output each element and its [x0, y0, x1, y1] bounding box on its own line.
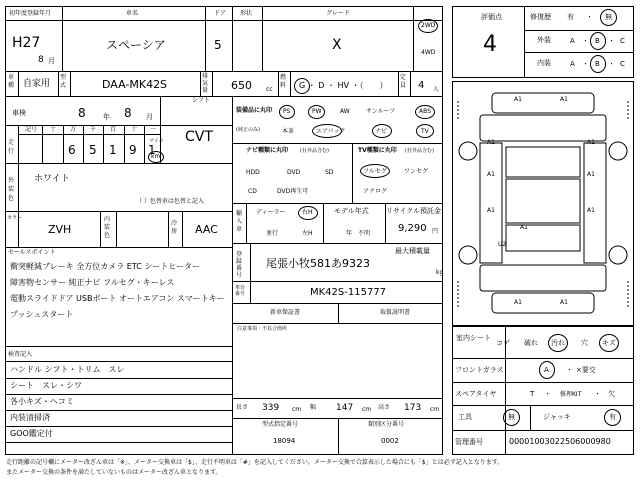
- check-line: GOO鑑定付: [10, 429, 53, 438]
- navi-cd: CD: [248, 188, 257, 195]
- seat-dirt: 汚れ: [551, 339, 565, 347]
- diagram-label: A1: [587, 139, 595, 146]
- equipment-sublabel: (純正のみ): [236, 127, 260, 133]
- fuel-label: 燃料: [280, 74, 287, 89]
- check-label: 検査記入: [8, 351, 33, 358]
- diagram-right-side: [584, 143, 606, 263]
- digit-unit-1: 万: [70, 126, 77, 133]
- seat-tear: 破れ: [524, 339, 538, 347]
- sales-points-label: セールスポイント: [8, 249, 56, 256]
- repair-none: 無: [605, 13, 612, 21]
- interior-color-label: 内装色: [104, 216, 111, 239]
- spare-kit: 修理KIT: [560, 391, 582, 398]
- check-line: シート スレ・シワ: [10, 381, 82, 390]
- first-reg-era: H27: [12, 35, 41, 51]
- drive-2wd: 2WD: [421, 22, 436, 29]
- ac: AAC: [195, 223, 218, 236]
- mileage-digit: 1: [109, 143, 117, 157]
- equipment-leather: 本革: [282, 128, 295, 135]
- capacity-label: 定員: [400, 74, 407, 89]
- seat-scratch: キズ: [602, 339, 616, 347]
- inspection-month-unit: 月: [146, 113, 153, 121]
- windshield-a: A: [544, 366, 549, 374]
- mileage-digit: 1: [148, 143, 156, 157]
- color-code-label: カラー: [7, 215, 23, 221]
- plate-label: 登録番号: [236, 251, 243, 279]
- sales-line: 衝突軽減ブレーキ 全方位カメラ ETC シートヒーター: [10, 262, 201, 271]
- tv-sublabel: (社外品含む): [405, 148, 434, 154]
- shape-label: 形状: [240, 10, 253, 17]
- digit-unit-3: 百: [110, 126, 117, 133]
- grade-label: グレード: [326, 10, 351, 17]
- score-value: 4: [483, 32, 497, 57]
- plate-type: 自家用: [23, 79, 51, 89]
- recycle-label: リサイクル預託金: [386, 207, 442, 215]
- windshield-replace: ×要交: [576, 366, 596, 374]
- diagram-wheel: [609, 246, 627, 264]
- equipment-pw: PW: [312, 108, 322, 115]
- diagram-rear-glass: [506, 225, 580, 251]
- diagram-wheel: [459, 246, 477, 264]
- capacity: 4: [418, 80, 425, 91]
- seat-burn: コゲ: [496, 339, 510, 347]
- diagram-back-door: [480, 265, 606, 291]
- diagram-label: A1: [487, 207, 495, 214]
- repair-yes: 有: [567, 13, 574, 21]
- new-car-warranty: 新車保証書: [270, 309, 301, 316]
- width-label: 幅: [310, 404, 317, 411]
- diagram-roof: [506, 179, 580, 223]
- footer-line1: 走行距離の記号欄にメーター改ざん車は「※」、メーター交換車は「$」、走行不明車は「#」を記入してください。メーター交換で合算表示した場合にも「$」とは必ず記入となります。: [6, 459, 504, 466]
- interior-dot: ・: [582, 60, 589, 68]
- color-code: ZVH: [48, 223, 72, 236]
- diagram-label: A1: [587, 171, 595, 178]
- import-left-h: 左H: [302, 230, 313, 237]
- navi-sublabel: (社外品含む): [300, 148, 329, 154]
- diagram-label: A1: [514, 96, 522, 103]
- tools-value: 無: [508, 413, 515, 421]
- digit-unit-0: 十: [50, 126, 57, 133]
- interior-a: A: [570, 60, 575, 68]
- diagram-hood: [480, 115, 606, 141]
- equipment-navi: ナビ: [375, 128, 388, 135]
- tv-analog: アナログ: [363, 188, 388, 195]
- interior-seat-label: 室内シート: [456, 334, 491, 342]
- diagram-label: A1: [560, 96, 568, 103]
- capacity-unit: 人: [433, 86, 440, 93]
- diagram-windshield: [506, 147, 580, 177]
- fuel-options: G ・ D ・ HV ・（ ）: [299, 81, 388, 90]
- tools-label: 工具: [458, 413, 472, 421]
- exterior-dot2: ・: [608, 37, 615, 45]
- mileage-digit: 6: [68, 143, 76, 157]
- height-unit: cm: [430, 406, 440, 413]
- kg-unit: kg: [436, 269, 444, 276]
- inspection-label: 車検: [12, 109, 26, 117]
- diagram-label: A1: [487, 139, 495, 146]
- diagram-wheel: [609, 142, 627, 160]
- equipment-tv: TV: [421, 128, 429, 135]
- month-unit: 月: [48, 57, 55, 65]
- diagram-label: A1: [520, 224, 528, 231]
- navi-dvd: DVD: [287, 169, 301, 176]
- exterior-color: ホワイト: [34, 174, 70, 184]
- interior-dot2: ・: [608, 60, 615, 68]
- interior-b: B: [595, 60, 600, 68]
- exterior-dot: ・: [582, 37, 589, 45]
- model-year-value: 年 不明: [346, 230, 371, 237]
- km-label: km: [151, 153, 161, 160]
- equipment-ps: PS: [283, 108, 291, 115]
- tv-fullseg: フルセグ: [363, 168, 387, 175]
- mileage-digit: 5: [89, 143, 97, 157]
- spare-dot: ・: [544, 390, 551, 398]
- mile-label: マイル: [149, 138, 164, 144]
- displacement-label: 排気量: [202, 73, 209, 94]
- plate-type-label: 車種: [8, 74, 15, 89]
- shift: CVT: [185, 129, 213, 145]
- score-label: 評価点: [481, 13, 502, 21]
- diagram-front-bumper: [492, 93, 594, 113]
- equipment-airbag: エアバック: [316, 128, 346, 135]
- recycle-value: 9,290: [398, 223, 427, 234]
- car-name-label: 車名: [126, 10, 139, 17]
- diagram-label: A1: [487, 171, 495, 178]
- chassis-label: 車台番号: [235, 285, 246, 297]
- sales-line: 障害物センサー 純正ナビ フルセグ・キーレス: [10, 278, 175, 287]
- model-label: 型式: [60, 74, 67, 89]
- exterior-b: B: [595, 37, 600, 45]
- interior-c: C: [620, 60, 625, 68]
- first-reg-label: 初年度登録年月: [9, 10, 52, 17]
- type-designation: 18094: [273, 437, 296, 445]
- import-right-h: 右H: [302, 209, 313, 216]
- footer-line2: またメーター交換の条件を満たしていないものはメーター改ざん車となります。: [6, 469, 222, 476]
- tv-label: TV種類に丸印: [358, 147, 397, 154]
- diagram-rear-bumper: [492, 293, 594, 313]
- jack-label: ジャッキ: [543, 413, 571, 421]
- diagram-label: A1: [514, 299, 522, 306]
- sales-line: 電動スライドドア USBポート オートエアコン スマートキー: [10, 294, 225, 303]
- width-unit: cm: [362, 406, 372, 413]
- digit-unit-4: 十: [131, 126, 138, 133]
- seat-hole: 穴: [581, 339, 588, 347]
- repair-dot: ・: [586, 13, 593, 21]
- import-dealer: ディーラー: [256, 209, 286, 216]
- chassis-value: MK42S-115777: [310, 287, 387, 298]
- inspection-year: 8: [78, 106, 86, 120]
- car-body-diagram: [452, 81, 634, 326]
- equipment-sunroof: サンルーフ: [366, 108, 396, 115]
- check-line: 内装清掃済: [10, 413, 50, 422]
- spare-missing: 欠: [608, 390, 615, 398]
- max-load-label: 最大積載量: [395, 247, 430, 255]
- notes-label: 注意事項・不具合箇所: [237, 326, 288, 332]
- inspection-year-unit: 年: [103, 113, 110, 121]
- equipment-abs: ABS: [419, 108, 431, 115]
- doors-label: ドア: [214, 10, 226, 17]
- exterior-a: A: [570, 37, 575, 45]
- navi-hdd: HDD: [246, 169, 260, 176]
- doors: 5: [214, 38, 222, 52]
- displacement: 650: [231, 79, 252, 92]
- diagram-label: A1: [587, 207, 595, 214]
- jack-value: 有: [609, 413, 616, 421]
- inspection-month: 8: [124, 106, 132, 120]
- equipment-aw: AW: [340, 108, 350, 115]
- drive-4wd: 4WD: [421, 49, 436, 56]
- spare-t: T: [530, 390, 535, 398]
- diagram-label: A1: [560, 299, 568, 306]
- sales-line: プッシュスタート: [10, 310, 74, 319]
- navi-label: ナビ種類に丸印: [246, 147, 289, 154]
- check-line: ハンドル シフト・トリム スレ: [10, 365, 125, 374]
- length-label: 長さ: [236, 404, 249, 411]
- model-year-label: モデル年式: [334, 207, 369, 215]
- digit-unit-5: 一: [150, 126, 157, 133]
- equipment-label: 装備品に丸印: [236, 107, 273, 114]
- spare-dot2: ・: [594, 390, 601, 398]
- category: 0002: [381, 437, 399, 445]
- mileage-digit: 9: [129, 143, 137, 157]
- cc-unit: cc: [266, 86, 273, 93]
- model: DAA-MK42S: [102, 78, 168, 91]
- diagram-label: U2: [498, 241, 507, 248]
- navi-dvd-play: DVD再生可: [277, 188, 309, 195]
- shift-label: シフト: [192, 97, 211, 104]
- exterior-c: C: [620, 37, 625, 45]
- width: 147: [336, 403, 354, 413]
- exterior-color-note: （ ）色替車は色替と記入: [136, 198, 204, 205]
- car-name: スペーシア: [106, 38, 166, 52]
- windshield-dot: ・: [566, 366, 573, 374]
- management-label: 管理番号: [455, 438, 483, 446]
- mileage-label: 走行: [8, 139, 15, 155]
- import-parallel: 並行: [266, 230, 279, 237]
- length-unit: cm: [292, 406, 302, 413]
- import-label: 輸入車: [236, 210, 243, 233]
- exterior-label: 外装: [537, 36, 551, 44]
- exterior-color-label: 外装色: [8, 177, 15, 202]
- interior-label: 内装: [537, 59, 551, 67]
- length: 339: [262, 403, 280, 413]
- category-label: 類別区分番号: [368, 421, 405, 428]
- windshield-label: フロントガラス: [455, 366, 504, 374]
- grade: X: [332, 37, 342, 53]
- diagram-wheel: [459, 142, 477, 160]
- management-value: 00001003022506000980: [509, 437, 611, 446]
- check-line: 各小キズ・ヘコミ: [10, 397, 74, 406]
- spare-tire-label: スペアタイヤ: [455, 390, 497, 398]
- first-reg-month: 8: [38, 55, 44, 65]
- navi-sd: SD: [325, 169, 334, 176]
- height: 173: [404, 403, 422, 413]
- type-designation-label: 型式指定番号: [262, 421, 299, 428]
- manual: 取扱説明書: [380, 309, 411, 316]
- record-label: 記号: [25, 126, 38, 133]
- recycle-unit: 円: [432, 228, 439, 235]
- plate-value: 尾張小牧581あ9323: [266, 257, 370, 270]
- height-label: 高さ: [378, 404, 391, 411]
- tv-oneseg: ワンセグ: [404, 168, 429, 175]
- digit-unit-2: 千: [90, 126, 97, 133]
- repair-label: 修復歴: [530, 13, 551, 21]
- ac-label: 冷房: [171, 220, 178, 235]
